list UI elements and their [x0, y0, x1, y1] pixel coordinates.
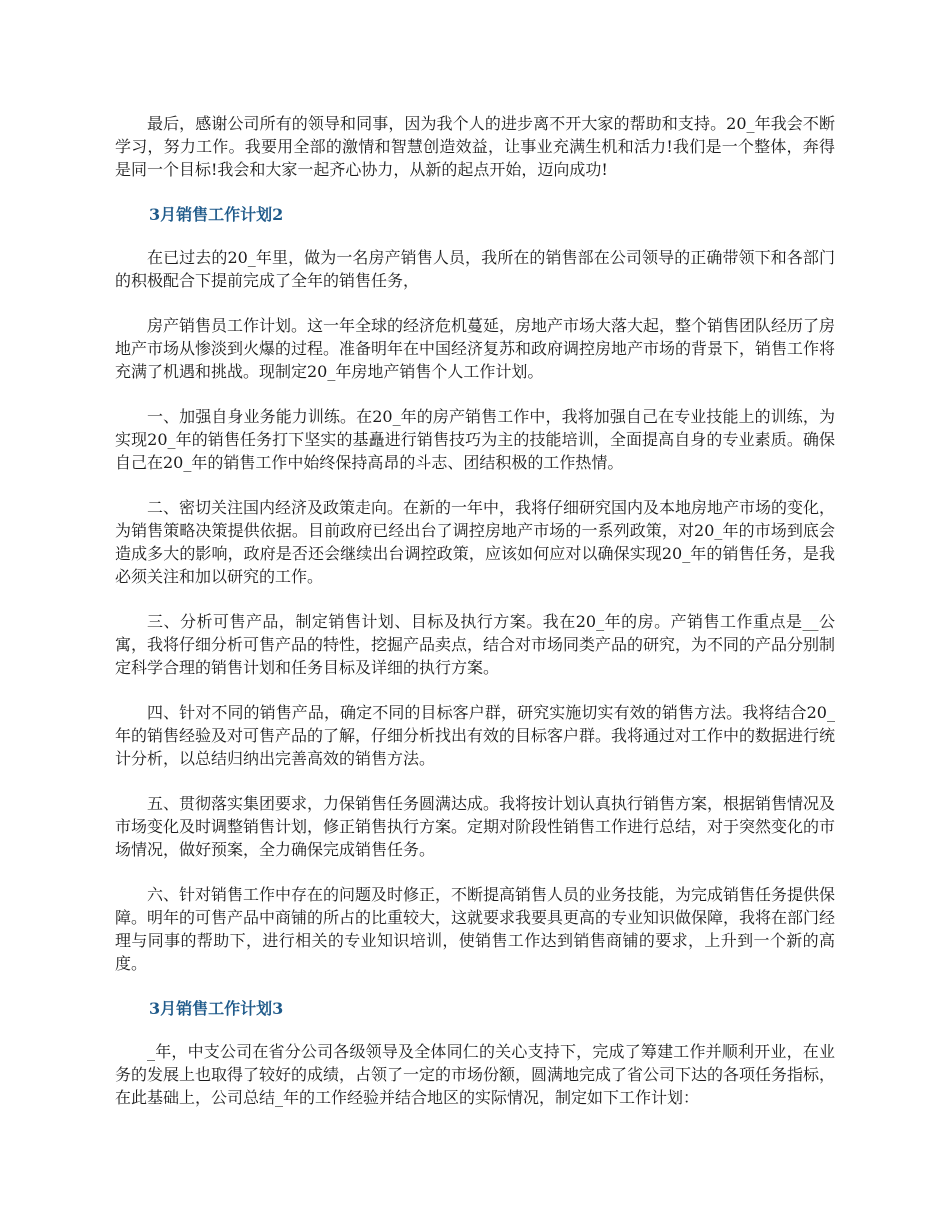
section-heading-plan-2: 3月销售工作计划2 [149, 205, 284, 224]
paragraph-item-3: 三、分析可售产品，制定销售计划、目标及执行方案。我在20_年的房。产销售工作重点是__公寓，我将仔细分析可售产品的特性，挖掘产品卖点，结合对市场同类产品的研究，为不同的产品分别制定科学合理的销售计划和任务目标及详细的执行方案。 [115, 612, 836, 677]
paragraph-item-4: 四、针对不同的销售产品，确定不同的目标客户群，研究实施切实有效的销售方法。我将结合20_年的销售经验及对可售产品的了解，仔细分析找出有效的目标客户群。我将通过对工作中的数据进行统计分析，以总结归纳出完善高效的销售方法。 [115, 703, 836, 768]
paragraph-item-6: 六、针对销售工作中存在的问题及时修正，不断提高销售人员的业务技能，为完成销售任务提供保障。明年的可售产品中商铺的所占的比重较大，这就要求我要具更高的专业知识做保障，我将在部门经理与同事的帮助下，进行相关的专业知识培训，使销售工作达到销售商铺的要求，上升到一个新的高度。 [115, 885, 836, 973]
paragraph-intro: 在已过去的20_年里，做为一名房产销售人员，我所在的销售部在公司领导的正确带领下和各部门的积极配合下提前完成了全年的销售任务， [115, 248, 835, 290]
section-heading-plan-3: 3月销售工作计划3 [149, 999, 284, 1018]
paragraph-plan-3-intro: _年，中支公司在省分公司各级领导及全体同仁的关心支持下，完成了筹建工作并顺利开业，在业务的发展上也取得了较好的成绩，占领了一定的市场份额，圆满地完成了省公司下达的各项任务指标，在此基础上，公司总结_年的工作经验并结合地区的实际情况，制定如下工作计划： [115, 1042, 836, 1107]
paragraph-background: 房产销售员工作计划。这一年全球的经济危机蔓延，房地产市场大落大起，整个销售团队经历了房地产市场从惨淡到火爆的过程。准备明年在中国经济复苏和政府调控房地产市场的背景下，销售工作将充满了机遇和挑战。现制定20_年房地产销售个人工作计划。 [115, 316, 836, 381]
paragraph-closing-thanks: 最后，感谢公司所有的领导和同事，因为我个人的进步离不开大家的帮助和支持。20_年我会不断学习，努力工作。我要用全部的激情和智慧创造效益，让事业充满生机和活力!我们是一个整体，奔得是同一个目标!我会和大家一起齐心协力，从新的起点开始，迈向成功! [115, 114, 835, 179]
paragraph-item-2: 二、密切关注国内经济及政策走向。在新的一年中，我将仔细研究国内及本地房地产市场的变化，为销售策略决策提供依据。目前政府已经出台了调控房地产市场的一系列政策，对20_年的市场到底会造成多大的影响，政府是否还会继续出台调控政策，应该如何应对以确保实现20_年的销售任务，是我必须关注和加以研究的工作。 [115, 498, 836, 586]
paragraph-item-5: 五、贯彻落实集团要求，力保销售任务圆满达成。我将按计划认真执行销售方案，根据销售情况及市场变化及时调整销售计划，修正销售执行方案。定期对阶段性销售工作进行总结，对于突然变化的市场情况，做好预案，全力确保完成销售任务。 [115, 794, 836, 859]
paragraph-item-1: 一、加强自身业务能力训练。在20_年的房产销售工作中，我将加强自己在专业技能上的训练，为实现20_年的销售任务打下坚实的基矗进行销售技巧为主的技能培训，全面提高自身的专业素质。确保自己在20_年的销售工作中始终保持高昂的斗志、团结积极的工作热情。 [115, 407, 835, 472]
document-page [115, 112, 835, 1131]
